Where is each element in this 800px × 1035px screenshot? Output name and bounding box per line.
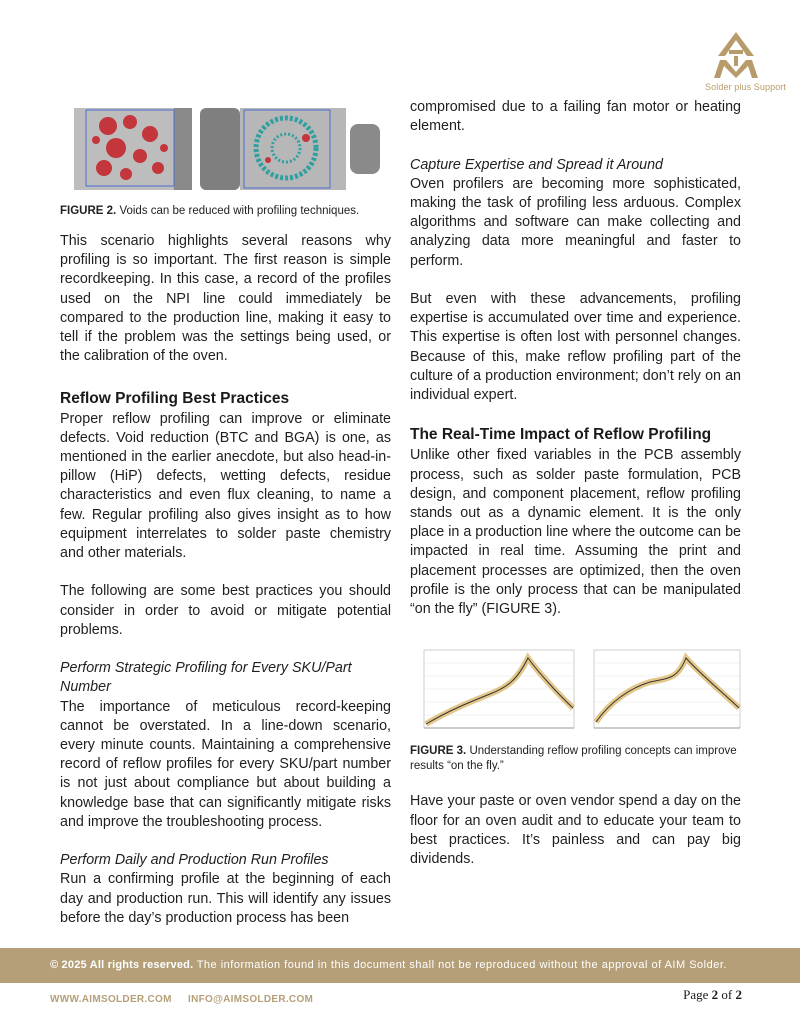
figure-3-caption [410, 744, 741, 774]
page-current: 2 [711, 987, 719, 1002]
figure-3-image [410, 648, 741, 742]
paragraph: But even with these advancements, profiling expertise is accumulated over time and experience. This expertise is often lost with personnel changes. Because of this, make reflow profiling part of the culture of a production environment; don’t rely on an individual expert. [410, 291, 741, 404]
figure-2-image [60, 104, 391, 194]
figure-3-text: Understanding reflow profiling concepts can improve results “on the fly.” [410, 745, 737, 773]
paragraph: Unlike other fixed variables in the PCB assembly process, such as solder paste formulation, PCB design, and component placement, reflow profiling stands out as a dynamic element. It is the only place in a production line where the outcome can be impacted in real time. Assuming the print and placement processes are optimized, then the oven profile is the only process that can be manipulated “on the fly” (FIGURE 3). [410, 447, 741, 618]
copyright: © 2025 All rights reserved. [50, 959, 194, 971]
figure-2-text: Voids can be reduced with profiling techniques. [119, 205, 360, 217]
left-column [60, 104, 391, 928]
right-column [410, 98, 741, 869]
paragraph: The following are some best practices you should consider in order to avoid or mitigate potential problems. [60, 583, 391, 638]
page-label: Page [683, 987, 709, 1002]
reproduction-notice: The information found in this document shall not be reproduced without the approval of AIM Solder. [196, 959, 727, 971]
page-number [683, 987, 742, 1003]
page-of: of [721, 987, 733, 1002]
paragraph: Oven profilers are becoming more sophisticated, making the task of profiling less arduous. Complex algorithms and software can make collecting and analyzing data more meaningful and faster to perform. [410, 175, 741, 269]
footer-notice [50, 959, 727, 971]
paragraph: Run a confirming profile at the beginning of each day and production run. This will identify any issues before the day’s production process has been [60, 871, 391, 926]
section-heading: Reflow Profiling Best Practices [60, 389, 290, 407]
figure-3-label: FIGURE 3. [410, 745, 467, 758]
subheading: Perform Daily and Production Run Profiles [60, 852, 329, 869]
logo-tagline: Solder plus Support [705, 82, 786, 92]
figure-2-caption [60, 204, 391, 219]
paragraph: The importance of meticulous record-keeping cannot be overstated. In a line-down scenario, every minute counts. Maintaining a comprehensive record of reflow profiles for every SKU/part number is not just about compliance but about building a knowledge base that can significantly mitigate risks and improve the troubleshooting process. [60, 698, 391, 830]
aim-logo-mark [708, 30, 764, 80]
reflow-chart-right [594, 650, 740, 728]
page-total: 2 [735, 987, 742, 1002]
figure-2-label: FIGURE 2. [60, 205, 117, 217]
aim-logo [686, 30, 786, 96]
subheading: Perform Strategic Profiling for Every SKU/Part Number [60, 660, 352, 696]
paragraph: Proper reflow profiling can improve or eliminate defects. Void reduction (BTC and BGA) is one, as mentioned in the earlier anecdote, but also head-in-pillow (HiP) defects, wetting defects, residue characteristics and even flux cleaning, to name a few. Regular profiling also gives insight as to how equipment interrelates to solder paste chemistry and other materials. [60, 410, 391, 562]
section-heading: The Real-Time Impact of Reflow Profiling [410, 426, 712, 444]
email-link[interactable]: INFO@AIMSOLDER.COM [188, 994, 314, 1005]
subheading: Capture Expertise and Spread it Around [410, 156, 663, 173]
paragraph: Have your paste or oven vendor spend a day on the floor for an oven audit and to educate your team to best practices. It’s painless and can pay big dividends. [410, 793, 741, 868]
paragraph: compromised due to a failing fan motor or heating element. [410, 99, 741, 135]
paragraph: This scenario highlights several reasons why profiling is so important. The first reason is simple recordkeeping. In this case, a record of the profiles used on the NPI line could immediately be compared to the production line, making it easy to tell if the problem was the settings being used, or the calibration of the oven. [60, 233, 391, 365]
website-link[interactable]: WWW.AIMSOLDER.COM [50, 994, 172, 1005]
reflow-chart-left [424, 650, 574, 728]
